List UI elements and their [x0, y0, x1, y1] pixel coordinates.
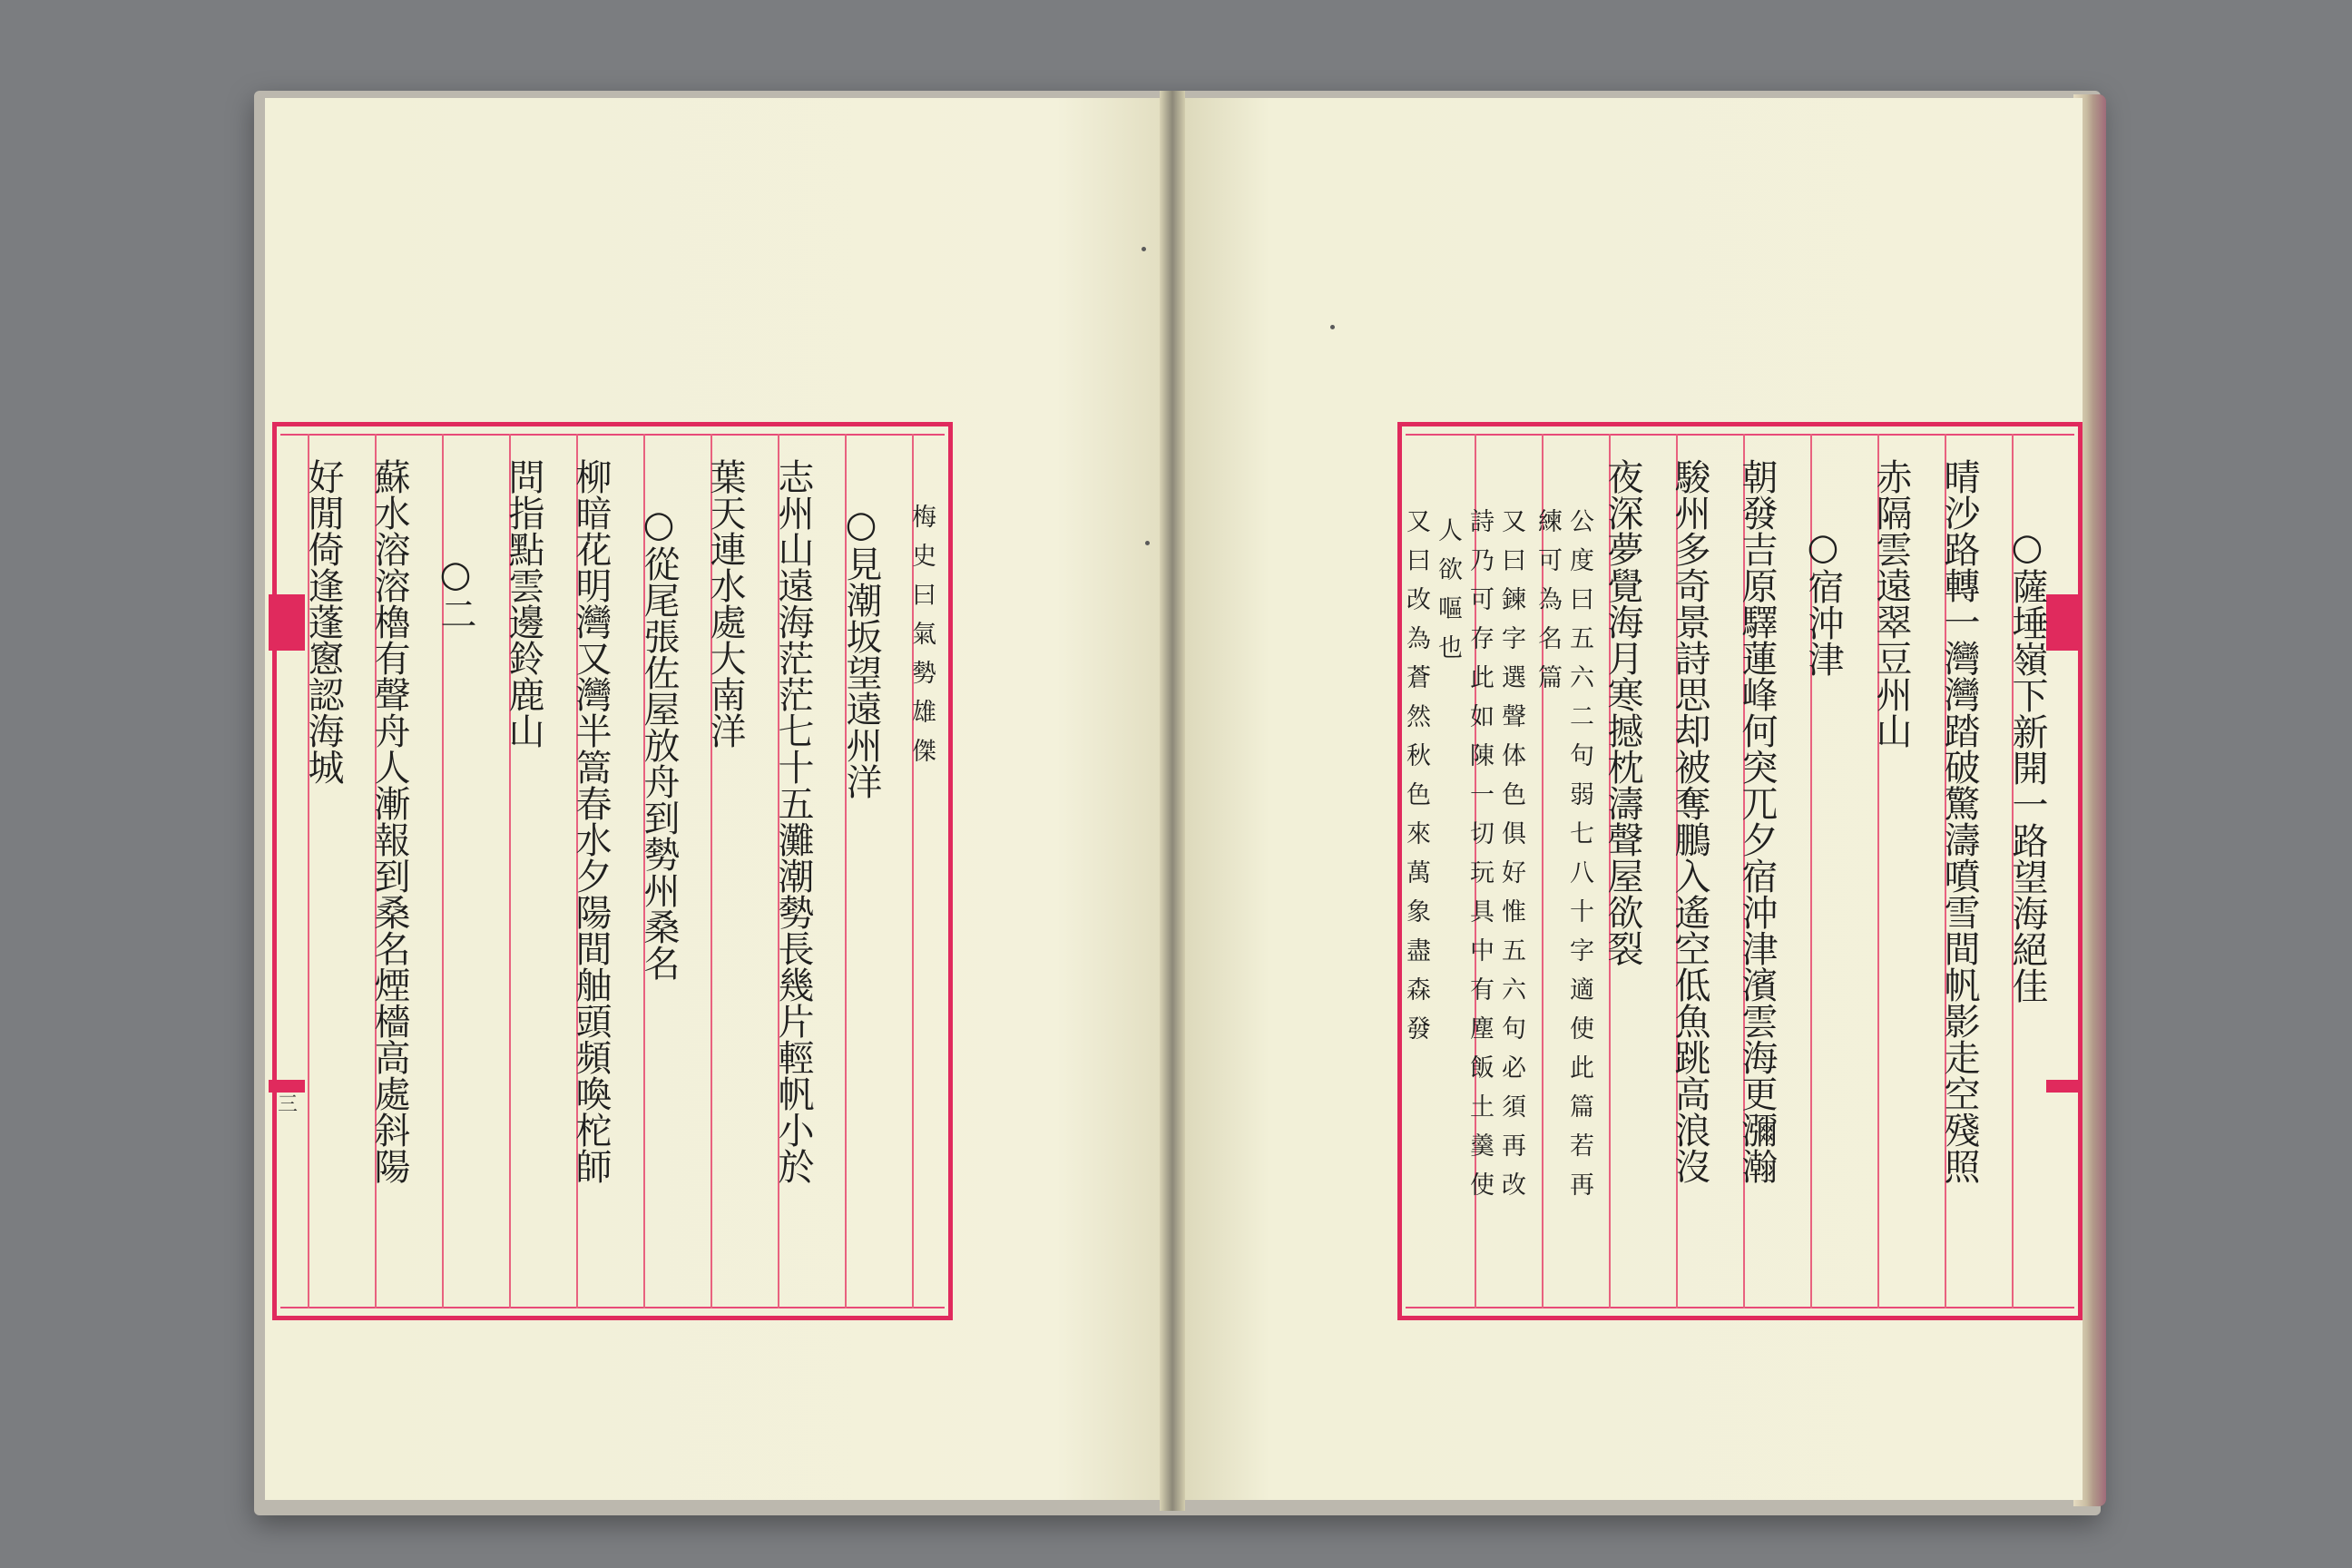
- text-column: ○從尾張佐屋放舟到勢州桑名: [638, 504, 680, 981]
- fishtail-mark: [2046, 1080, 2082, 1093]
- text-column: 詩乃可存此如陳一切玩具中有塵飯土羹使: [1465, 508, 1494, 1210]
- text-column: 練可為名篇: [1534, 508, 1562, 703]
- ink-speck: [1142, 247, 1146, 251]
- fishtail-mark: [2046, 594, 2082, 651]
- text-column: ○二: [435, 554, 476, 632]
- text-column: ○宿沖津: [1802, 526, 1844, 677]
- text-column: 人欲嘔也: [1434, 517, 1462, 673]
- page-number: 三: [278, 1093, 299, 1116]
- ink-speck: [1145, 541, 1150, 545]
- text-column: 夜深夢覺海月寒撼枕濤聲屋欲裂: [1602, 458, 1643, 966]
- text-column: 柳暗花明灣又灣半篙春水夕陽間舳頭頻喚柁師: [570, 458, 612, 1184]
- book-gutter: [1160, 91, 1185, 1511]
- text-column: 赤隔雲遠翠豆州山: [1870, 458, 1912, 749]
- text-column: ○見潮坂望遠州洋: [840, 504, 882, 799]
- text-column: 晴沙路轉一灣灣踏破驚濤噴雪間帆影走空殘照: [1938, 458, 1980, 1184]
- text-column: 又曰鍊字選聲体色俱好惟五六句必須再改: [1497, 508, 1525, 1210]
- fishtail-mark: [269, 594, 305, 651]
- text-column: 公度曰五六二句弱七八十字適使此篇若再: [1565, 508, 1593, 1210]
- text-column: 又曰改為蒼然秋色來萬象盡森發: [1402, 508, 1430, 1054]
- text-column: 問指點雲邊鈴鹿山: [503, 458, 544, 749]
- text-column: 蘇水溶溶櫓有聲舟人漸報到桑名煙檣高處斜陽: [368, 458, 410, 1184]
- text-column: 駿州多奇景詩思却被奪鵬入遙空低魚跳高浪沒: [1669, 458, 1710, 1184]
- text-column: 朝發吉原驛蓮峰何突兀夕宿沖津濱雲海更瀰瀚: [1736, 458, 1778, 1184]
- text-column: 葉天連水處大南洋: [704, 458, 746, 749]
- text-column: 志州山遠海茫茫七十五灘潮勢長幾片輕帆小於: [772, 458, 814, 1184]
- ink-speck: [1330, 325, 1335, 329]
- text-column: 梅史曰氣勢雄傑: [907, 504, 936, 777]
- text-column: ○薩埵嶺下新開一路望海絕佳: [2006, 526, 2048, 1004]
- text-column: 好閒倚逢蓬窻認海城: [302, 458, 344, 785]
